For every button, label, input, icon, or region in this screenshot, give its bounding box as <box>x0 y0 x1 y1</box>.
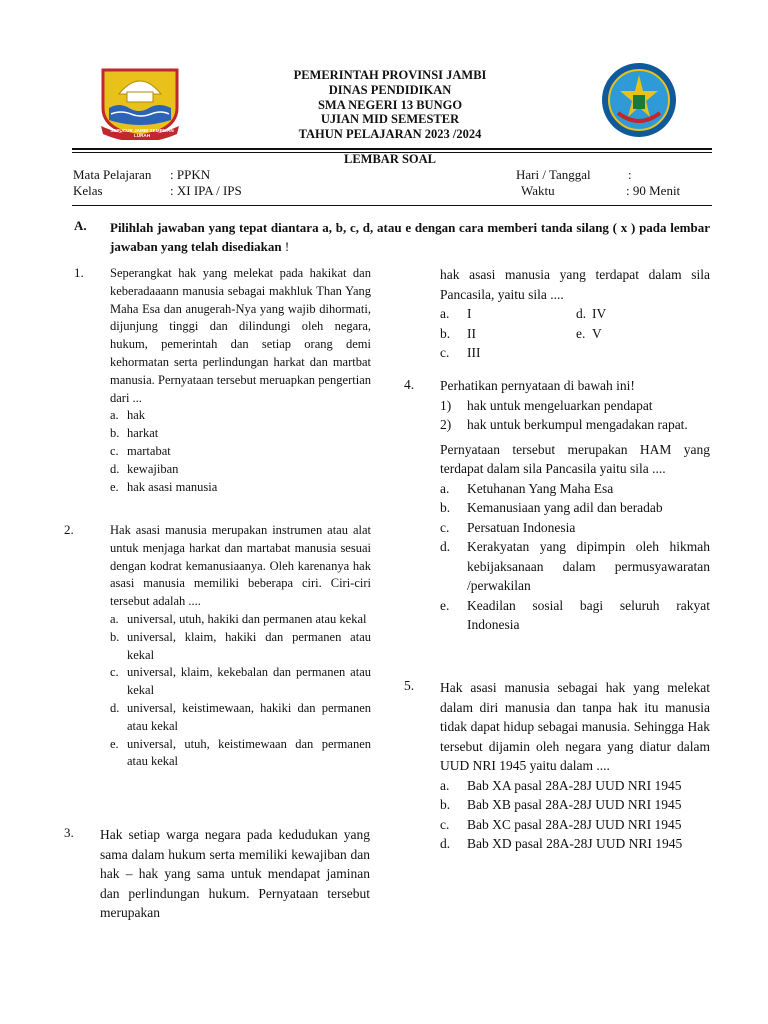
question-2-option-c: c. universal, klaim, kekebalan dan permanen atau kekal <box>110 665 371 698</box>
question-1-number: 1. <box>74 265 84 280</box>
question-4-option-a: a. Ketuhanan Yang Maha Esa <box>440 480 614 496</box>
question-5-number: 5. <box>404 678 415 693</box>
subject-value: : PPKN <box>170 167 211 182</box>
question-1-option-b: b. harkat <box>110 426 159 441</box>
question-3-continuation <box>440 265 710 363</box>
question-3-options-row-2 <box>440 324 710 344</box>
question-1-option-d: d. kewajiban <box>110 461 179 476</box>
logo-motto: SEPUCUK JAMBI SEMBILAN LURAH <box>110 128 174 138</box>
question-4-statement-2: 2) hak untuk berkumpul mengadakan rapat. <box>440 417 688 432</box>
header-double-rule <box>72 148 712 150</box>
question-2 <box>110 522 371 771</box>
question-5-option-a: a. Bab XA pasal 28A-28J UUD NRI 1945 <box>440 777 682 793</box>
question-3-option-b: b. II <box>440 325 476 341</box>
question-5-option-c: c. Bab XC pasal 28A-28J UUD NRI 1945 <box>440 816 682 832</box>
question-4-option-d: d. Kerakyatan yang dipimpin oleh hikmah kebijaksanaan dalam permusyawaratan /perwakilan <box>440 539 710 593</box>
header-line-department: DINAS PENDIDIKAN <box>328 82 452 97</box>
header-line-government: PEMERINTAH PROVINSI JAMBI <box>293 68 487 82</box>
section-letter: A. <box>74 218 87 233</box>
question-2-option-b: b. universal, klaim, hakiki dan permanen atau kekal <box>110 629 371 662</box>
question-1-option-e: e. hak asasi manusia <box>110 479 218 494</box>
question-4-question: Pernyataan tersebut merupakan HAM yang terdapat dalam sila Pancasila yaitu sila .... <box>440 441 710 476</box>
question-1-option-a: a. hak <box>110 408 146 423</box>
document-header <box>240 68 540 142</box>
question-2-option-e: e. universal, utuh, keistimewaan dan permanen atau kekal <box>110 736 371 769</box>
instruction-body: Pilihlah jawaban yang tepat diantara a, b, c, d, atau e dengan cara memberi tanda silang ( x ) pada lembar jawaban yang telah disediakan <box>110 220 710 254</box>
question-4-option-c: c. Persatuan Indonesia <box>440 519 576 535</box>
class-value: : XI IPA / IPS <box>170 183 242 198</box>
subject-label: Mata Pelajaran <box>73 167 152 182</box>
question-3-option-a: a. I <box>440 306 472 321</box>
question-2-text: Hak asasi manusia merupakan instrumen atau alat untuk menjaga harkat dan martabat manusia sesuai dengan kodrat kemanusiaanya. Oleh karenanya hak asasi manusia memiliki beberapa ciri. Ciri-ciri tersebut adalah .... <box>110 523 371 609</box>
question-5-option-b: b. Bab XB pasal 28A-28J UUD NRI 1945 <box>440 797 682 812</box>
time-value: : 90 Menit <box>626 183 681 198</box>
question-4-option-e: e. Keadilan sosial bagi seluruh rakyat Indonesia <box>440 597 710 632</box>
day-label: Hari / Tanggal <box>516 167 591 182</box>
question-3-option-c: c. III <box>440 345 481 360</box>
question-1 <box>110 265 371 496</box>
question-3-option-e: e. V <box>576 325 602 341</box>
time-label: Waktu <box>521 183 555 198</box>
question-4 <box>440 376 710 635</box>
class-label: Kelas <box>73 183 103 198</box>
question-3-number: 3. <box>64 825 74 840</box>
header-line-school: SMA NEGERI 13 BUNGO <box>317 97 463 112</box>
question-4-option-b: b. Kemanusiaan yang adil dan beradab <box>440 500 663 515</box>
bungo-regency-logo <box>600 61 678 139</box>
question-1-option-c: c. martabat <box>110 443 171 458</box>
sheet-title: LEMBAR SOAL <box>343 152 437 166</box>
header-line-exam: UJIAN MID SEMESTER <box>320 112 460 127</box>
question-2-option-a: a. universal, utuh, hakiki dan permanen atau kekal <box>110 611 367 626</box>
question-3-option-d: d. IV <box>576 306 607 321</box>
question-4-number: 4. <box>404 377 415 392</box>
question-5 <box>440 678 710 854</box>
question-3-text: Hak setiap warga negara pada kedudukan yang sama dalam hukum serta memiliki kewajiban dan hak – hak yang sama untuk mendapat jaminan dan perlindungan hukum. Pernyataan tersebut merupakan <box>100 827 370 920</box>
instruction-suffix: ! <box>281 239 290 254</box>
question-1-text: Seperangkat hak yang melekat pada hakikat dan keberadaaann manusia sebagai makhluk Than Yang Maha Esa dan anugerah-Nya yang wajib dihormati, dijunjung tinggi dan dilindungi oleh negara, hukum, pemerintah dan setiap orang demi kehormatan serta perlindungan harkat dan martbat manusia. Pernyataan tersebut meruapkan pengertian dari ... <box>110 266 371 405</box>
instruction-text <box>110 218 710 256</box>
header-line-year: TAHUN PELAJARAN 2023 /2024 <box>298 127 482 142</box>
question-4-text: Perhatikan pernyataan di bawah ini! <box>440 378 635 393</box>
question-3-options-row-1 <box>440 304 710 324</box>
question-3-continuation-text: hak asasi manusia yang terdapat dalam sila Pancasila, yaitu sila .... <box>440 267 710 302</box>
info-divider <box>72 205 712 206</box>
day-value: : <box>628 167 632 182</box>
question-4-statement-1: 1) hak untuk mengeluarkan pendapat <box>440 397 653 413</box>
question-5-option-d: d. Bab XD pasal 28A-28J UUD NRI 1945 <box>440 836 683 851</box>
question-5-text: Hak asasi manusia sebagai hak yang melekat dalam diri manusia dan tanpa hak itu manusia tidak dapat hidup sebagai manusia. Sehingga Hak tersebut dijamin oleh negara yang diatur dalam UUD NRI 1945 yaitu dalam .... <box>440 680 710 773</box>
question-2-option-d: d. universal, keistimewaan, hakiki dan permanen atau kekal <box>110 700 371 733</box>
question-2-number: 2. <box>64 522 74 537</box>
